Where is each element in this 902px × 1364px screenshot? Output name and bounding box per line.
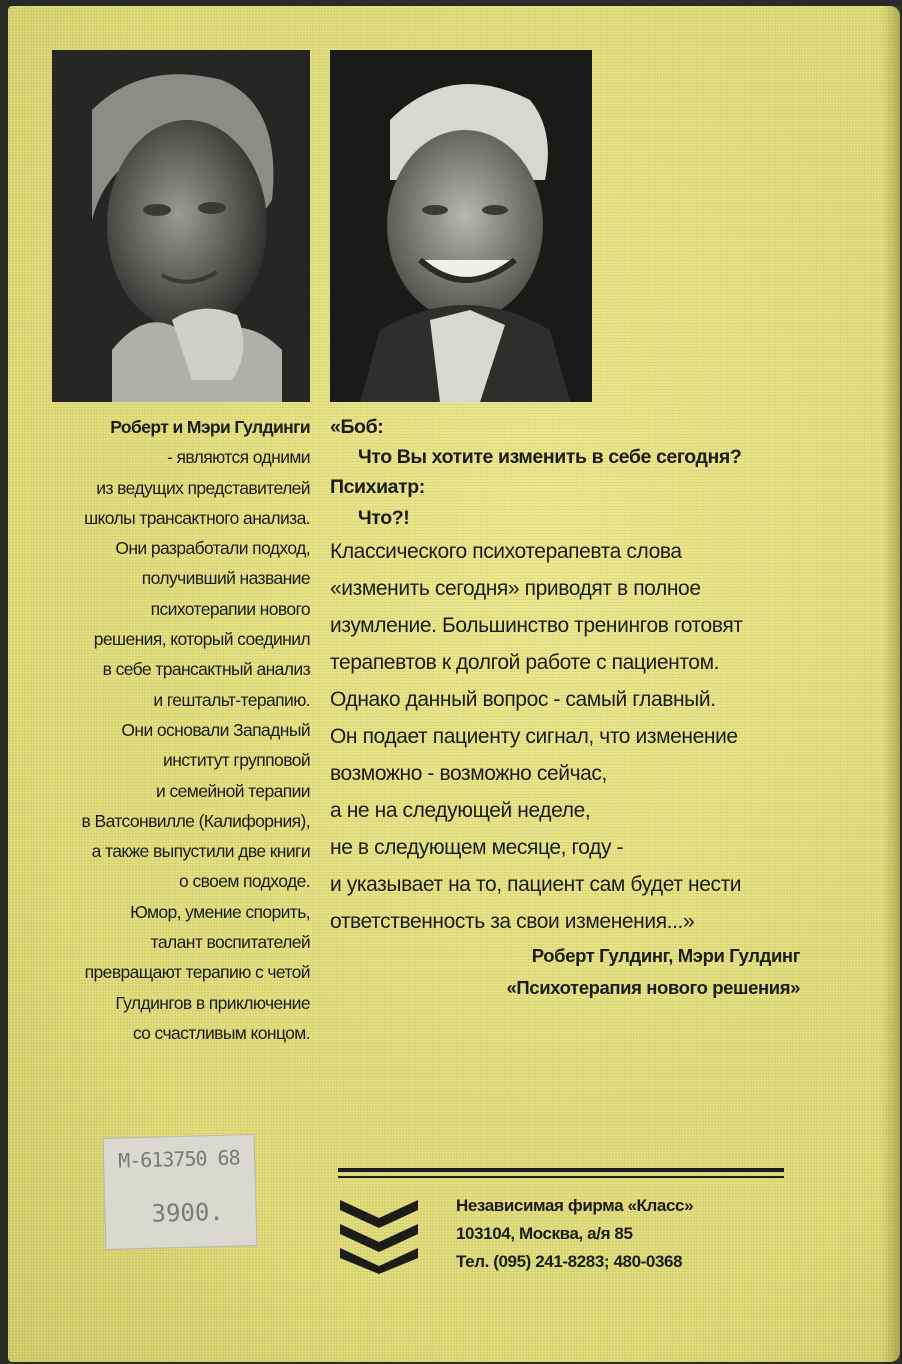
quote-body-line: Он подает пациенту сигнал, что изменение <box>330 724 738 748</box>
bio-line: Они основали Западный <box>121 719 310 740</box>
quote-authors: Роберт Гулдинг, Мэри Гулдинг <box>531 944 800 966</box>
bio-line: превращают терапию с четой <box>84 962 310 983</box>
quote-body-line: не в следующем месяце, году - <box>330 835 624 859</box>
publisher-rule-thick <box>338 1168 784 1172</box>
quote-body-line: «изменить сегодня» приводят в полное <box>330 576 701 600</box>
bio-line: из ведущих представителей <box>96 477 310 498</box>
bio-line: о своем подходе. <box>179 871 310 892</box>
quote-question: Что Вы хотите изменить в себе сегодня? <box>358 446 742 469</box>
sticker-price: 3900. <box>151 1197 225 1228</box>
publisher-logo-icon <box>336 1196 422 1274</box>
bio-line: психотерапии нового <box>150 598 310 619</box>
publisher-info <box>456 1192 693 1276</box>
bio-line: талант воспитателей <box>150 932 310 953</box>
cover-edge-shadow <box>882 6 900 1362</box>
bio-line: и семейной терапии <box>156 780 310 801</box>
bio-line: в Ватсонвилле (Калифорния), <box>81 810 310 831</box>
photo-robert-goulding <box>330 50 592 402</box>
quote-body-line: а не на следующей неделе, <box>330 798 591 822</box>
bio-line: институт групповой <box>163 750 310 771</box>
publisher-phone: Тел. (095) 241-8283; 480-0368 <box>456 1252 683 1271</box>
book-quote <box>330 412 800 1004</box>
photo-mary-goulding <box>52 50 310 402</box>
publisher-address: 103104, Москва, а/я 85 <box>456 1224 633 1243</box>
bio-line: Они разработали подход, <box>115 538 310 559</box>
quote-body-line: Классического психотерапевта слова <box>330 539 682 563</box>
bio-line: решения, который соединил <box>93 629 310 650</box>
bio-line: Юмор, умение спорить, <box>130 901 310 922</box>
quote-body-line: ответственность за свои изменения...» <box>330 909 695 933</box>
bio-line: - являются одними <box>166 447 310 468</box>
quote-speaker-bob: «Боб: <box>330 416 384 438</box>
sticker-code: М-613750 68 <box>117 1145 240 1173</box>
authors-bio <box>40 412 310 1048</box>
bio-line: со счастливым концом. <box>132 1022 310 1043</box>
quote-answer: Что?! <box>358 506 410 529</box>
bio-line: школы трансактного анализа. <box>84 507 310 528</box>
bio-line: и гештальт-терапию. <box>153 689 310 710</box>
bio-line: Гулдингов в приключение <box>115 992 310 1013</box>
quote-body-line: и указывает на то, пациент сам будет нести <box>330 872 742 896</box>
bio-title: Роберт и Мэри Гулдинги <box>110 417 310 437</box>
bio-line: в себе трансактный анализ <box>102 659 310 680</box>
bio-line: получивший название <box>141 568 310 589</box>
quote-body-line: возможно - возможно сейчас, <box>330 761 607 785</box>
quote-speaker-psychiatrist: Психиатр: <box>330 476 425 499</box>
quote-body-line: Однако данный вопрос - самый главный. <box>330 687 716 711</box>
publisher-rule-thin <box>338 1176 784 1178</box>
quote-body-line: терапевтов к долгой работе с пациентом. <box>330 650 720 674</box>
publisher-name: Независимая фирма «Класс» <box>456 1196 694 1215</box>
quote-book-title: «Психотерапия нового решения» <box>506 976 800 998</box>
price-sticker <box>103 1134 258 1250</box>
bio-line: а также выпустили две книги <box>91 841 310 862</box>
quote-body-line: изумление. Большинство тренингов готовят <box>330 613 743 637</box>
